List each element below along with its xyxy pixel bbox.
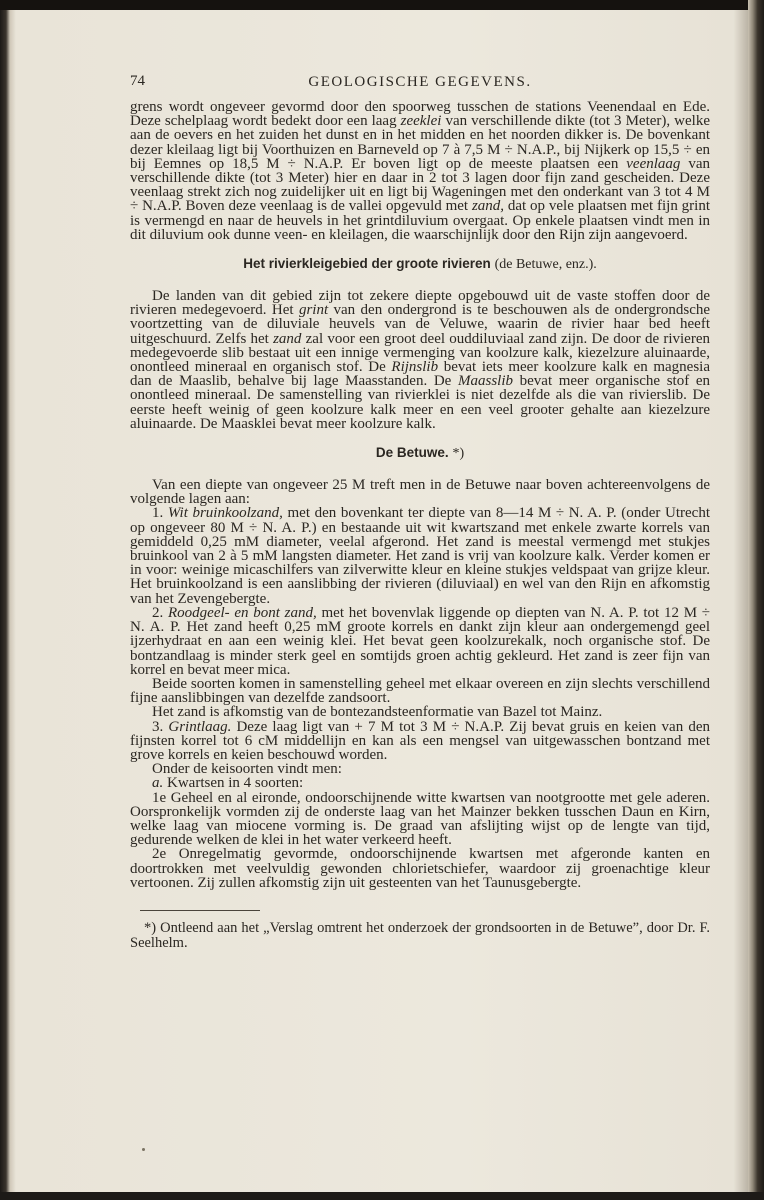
text-run: dat op vele plaatsen met fijn grint is vermengd en naar de heuvels in het grintdiluvium overgaat. Op enkele plaatsen vindt men in dit diluvium ook dunne veen- en kleilagen, die waarschijnlijk door den Rijn zijn aangevoerd. [130,198,710,243]
italic-term: Roodgeel- en bont zand, [168,604,317,621]
paragraph-layer-3 [130,720,710,763]
list-number: 3. [152,718,169,735]
paragraph-kwarts-2: 2e Onregelmatig gevormde, ondoorschijnende kwartsen met afgeronde kanten en doortrokken met veelvuldig gewonden chlorietschiefer, waardoor zij groenachtige kleur vertoonen. Zij zullen afkomstig zijn uit gesteenten van het Taunusgebergte. [130,846,710,891]
text-run: De landen van dit gebied zijn tot zekere diepte opgebouwd uit de vaste stoffen door de rivieren medegevoerd. Het [130,288,710,319]
list-number: 1. [152,505,168,522]
footnote: *) Ontleend aan het „Verslag omtrent het onderzoek der grondsoorten in de Betuwe”, door Dr. F. Seelhelm. [130,919,710,951]
paragraph-intro: Van een diepte van ongeveer 25 M treft men in de Betuwe naar boven achtereenvolgens de volgende lagen aan: [130,477,710,508]
text-run: van verschillende dikte (tot 3 Meter) hier en daar in 2 tot 3 lagen door fijn zand gescheiden. Deze veenlaag strekt zich nog zuidelijker uit en ligt bij Wageningen met den onderkant van 3 tot 4 M ÷ N.A.P. Boven deze veenlaag is de vallei opgevuld met [130,155,710,215]
paragraph-kwartsen [130,776,710,790]
section-heading-rivierklei [130,256,710,273]
text-run: van verschillende dikte (tot 3 Meter), welke aan de oevers en het zuiden het dunst en in het midden en het noorden dikker is. De bovenkant dezer kleilaag ligt bij Voorthuizen en Barneveld op 7 à 7,5 M ÷ N.A.P., bij Nijkerk op 15,5 ÷ en bij Eemnes op 18,5 M ÷ N.A.P. Er boven ligt op de meeste plaatsen een [130,113,710,172]
italic-term: Maasslib [457,373,513,390]
italic-term: veenlaag [626,155,681,172]
page-number: 74 [130,73,145,89]
italic-term: Rijnslib [391,359,439,376]
italic-term: Grintlaag. [168,718,232,735]
footnote-rule [140,910,260,911]
list-number: 2. [152,604,168,621]
paragraph-layer-2 [130,606,710,677]
text-run: Kwartsen in 4 soorten: [163,775,304,792]
heading-text: De Betuwe. [375,445,449,461]
book-page-edge [748,0,764,1200]
paragraph-beide: Beide soorten komen in samenstelling geheel met elkaar overeen en zijn slechts verschillend fijne aanslibbingen van dezelfde zandsoort. [130,675,710,707]
text-run: zal voor een groot deel ouddiluviaal zand zijn. De door de rivieren medegevoerde slib bestaat uit een innige vermenging van koolzure kalk, kiezelzure aluinaarde, onontleed mineraal en organisch stof. De [130,330,710,376]
italic-term: zand, [471,198,505,215]
page-header [130,60,710,100]
text-run: bevat iets meer koolzure kalk en magnesia dan de Maaslib, behalve bij lage Maasstanden. De [130,359,710,390]
text-run: van den ondergrond is te beschouwen als de ondergrondsche voortzetting van de diluviale heuvels van de Veluwe, waarin de rivier haar bed heeft uitgeschuurd. Zelfs het [130,302,711,347]
heading-subtext: (de Betuwe, enz.). [494,257,597,273]
paragraph-zeeklei [130,100,710,242]
running-head: GEOLOGISCHE GEGEVENS. [308,74,532,90]
text-run: met den bovenkant ter diepte van 8—14 M ÷ N. A. P. (onder Utrecht op ongeveer 80 M ÷ N. A. P.) en bestaande uit wit kwartszand met enkele zwarte korrels van gemiddeld 0,25 mM diameter, veelal afgerond. Het zand is meestal vermengd met stukjes bruinkool van 2 à 5 mM langsten diameter. Het zand is vrij van koolzure kalk. Verder komen er in voor: weinige micaschilfers van zilverwitte kleur en kleine stukjes veldspaat van grijze kleur. Het bruinkoolzand is een aanslibbing der rivieren (diluviaal) en wel van den Rijn en afkomstig van het Zevengebergte. [130,505,711,607]
footnote-marker: *) [452,446,465,462]
italic-term: Wit bruinkoolzand, [167,505,283,522]
italic-term: zand [273,330,302,347]
section-heading-betuwe [130,445,710,462]
text-run: grens wordt ongeveer gevormd door den spoorweg tusschen de stations Veenendaal en Ede. Deze schelplaag wordt bedekt door een laag [130,99,710,130]
italic-term: grint [298,302,329,319]
paragraph-layer-1 [130,506,710,605]
paragraph-kwarts-1: 1e Geheel en al eironde, ondoorschijnende witte kwartsen van nootgrootte met gele aderen. Oorspronkelijk vormden zij de onderste laag van het Mainzer bekken tusschen Daun en Kirn, welke laag van miocene vorming is. De graad van afslijting wijst op de lengte van tijd, gedurende welken de klei in het water verkeerd heeft. [130,789,710,849]
italic-term: zeeklei [400,113,442,130]
paragraph-rivierklei [130,289,710,431]
paragraph-afkomstig: Het zand is afkomstig van de bontezandsteenformatie van Bazel tot Mainz. [152,704,603,721]
book-page [130,60,710,951]
text-run: met het bovenvlak liggende op diepten van N. A. P. tot 12 M ÷ N. A. P. Het zand heeft 0,25 mM groote korrels en dankt zijn kleur aan ondergemengd geel ijzerhydraat en aan een weinig klei. Het bevat geen koolzurekalk, noch organische stof. De bontzandlaag is minder sterk geel en somtijds groen achtig gekleurd. Het zand is zeer fijn van korrel en bevat meer mica. [130,604,711,678]
text-run: bevat meer organische stof en onontleed mineraal. De samenstelling van rivierklei is niet dezelfde als die van rivierslib. De eerste heeft weinig of geen koolzure kalk meer en een veel grooter gehalte aan kiezelzure aluinaarde. De Maasklei bevat meer koolzure kalk. [130,373,710,432]
scan-top-border [0,0,764,10]
list-letter: a. [152,775,164,792]
heading-text: Het rivierkleigebied der groote rivieren [243,256,491,272]
paragraph-keisoorten: Onder de keisoorten vindt men: [152,761,342,778]
paper-speck [142,1148,145,1151]
scan-bottom-border [0,1192,764,1200]
text-run: Deze laag ligt van + 7 M tot 3 M ÷ N.A.P. Zij bevat gruis en keien van den fijnsten korrel tot 6 cM middellijn en kan als een mengsel van uitgewasschen bontzand met grove korrels en keien beschouwd worden. [130,718,711,763]
